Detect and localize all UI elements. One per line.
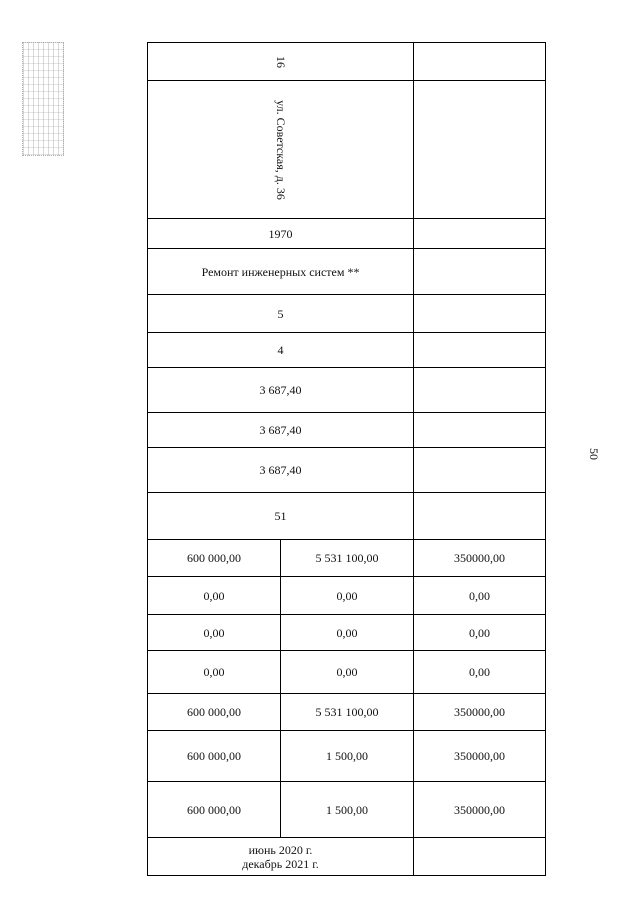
table-cell: 0,00 xyxy=(414,651,546,694)
table-row xyxy=(148,577,546,615)
table-cell-empty xyxy=(414,448,546,493)
page-number: 50 xyxy=(587,448,601,460)
table-cell-empty xyxy=(414,838,546,876)
table-cell: 5 xyxy=(148,295,414,333)
table-cell: 350000,00 xyxy=(414,731,546,782)
table-cell: 0,00 xyxy=(281,615,414,651)
table-cell: 600 000,00 xyxy=(148,694,281,731)
table-cell-empty xyxy=(414,413,546,448)
table-cell: 350000,00 xyxy=(414,540,546,577)
table-row xyxy=(148,838,546,876)
table-cell: 600 000,00 xyxy=(148,540,281,577)
table-row xyxy=(148,448,546,493)
table-cell: 1 500,00 xyxy=(281,782,414,838)
table-row xyxy=(148,540,546,577)
table-cell: 350000,00 xyxy=(414,782,546,838)
table-cell: 3 687,40 xyxy=(148,448,414,493)
table-cell: Ремонт инженерных систем ** xyxy=(148,249,414,295)
table-cell: 0,00 xyxy=(281,577,414,615)
table-cell: 0,00 xyxy=(414,577,546,615)
table-cell-dates xyxy=(148,838,414,876)
table-cell: 4 xyxy=(148,333,414,368)
table-cell-empty xyxy=(414,493,546,540)
table-row xyxy=(148,782,546,838)
table-cell-empty xyxy=(414,333,546,368)
table-row xyxy=(148,731,546,782)
table-row xyxy=(148,615,546,651)
table-cell: 600 000,00 xyxy=(148,731,281,782)
data-table xyxy=(147,42,546,876)
table-row xyxy=(148,295,546,333)
table-cell xyxy=(148,43,414,81)
table-cell: 1 500,00 xyxy=(281,731,414,782)
table-row xyxy=(148,81,546,219)
table-cell: 0,00 xyxy=(414,615,546,651)
table-cell: 350000,00 xyxy=(414,694,546,731)
table-row xyxy=(148,694,546,731)
table-row xyxy=(148,249,546,295)
cell-text: ул. Советская, д. 36 xyxy=(273,99,288,200)
table-row xyxy=(148,43,546,81)
table-cell: 0,00 xyxy=(148,615,281,651)
table-cell-empty xyxy=(414,43,546,81)
table-cell: 0,00 xyxy=(281,651,414,694)
table-row xyxy=(148,493,546,540)
table-row xyxy=(148,219,546,249)
table-cell-empty xyxy=(414,249,546,295)
table-cell: 5 531 100,00 xyxy=(281,694,414,731)
table-cell: 3 687,40 xyxy=(148,368,414,413)
cell-text: 16 xyxy=(273,55,288,68)
table-cell: 1970 xyxy=(148,219,414,249)
table-row xyxy=(148,333,546,368)
table-cell: 0,00 xyxy=(148,577,281,615)
stamp-mark xyxy=(22,42,64,156)
table-cell: 5 531 100,00 xyxy=(281,540,414,577)
table-cell-empty xyxy=(414,295,546,333)
table-row xyxy=(148,651,546,694)
table-cell: 3 687,40 xyxy=(148,413,414,448)
table-cell: 0,00 xyxy=(148,651,281,694)
table-cell: 600 000,00 xyxy=(148,782,281,838)
table-cell-empty xyxy=(414,81,546,219)
date-end: декабрь 2021 г. xyxy=(242,856,319,871)
table-cell-empty xyxy=(414,219,546,249)
table-cell: 51 xyxy=(148,493,414,540)
table-cell-empty xyxy=(414,368,546,413)
table-cell xyxy=(148,81,414,219)
table-row xyxy=(148,368,546,413)
table-row xyxy=(148,413,546,448)
date-start: июнь 2020 г. xyxy=(248,842,313,857)
